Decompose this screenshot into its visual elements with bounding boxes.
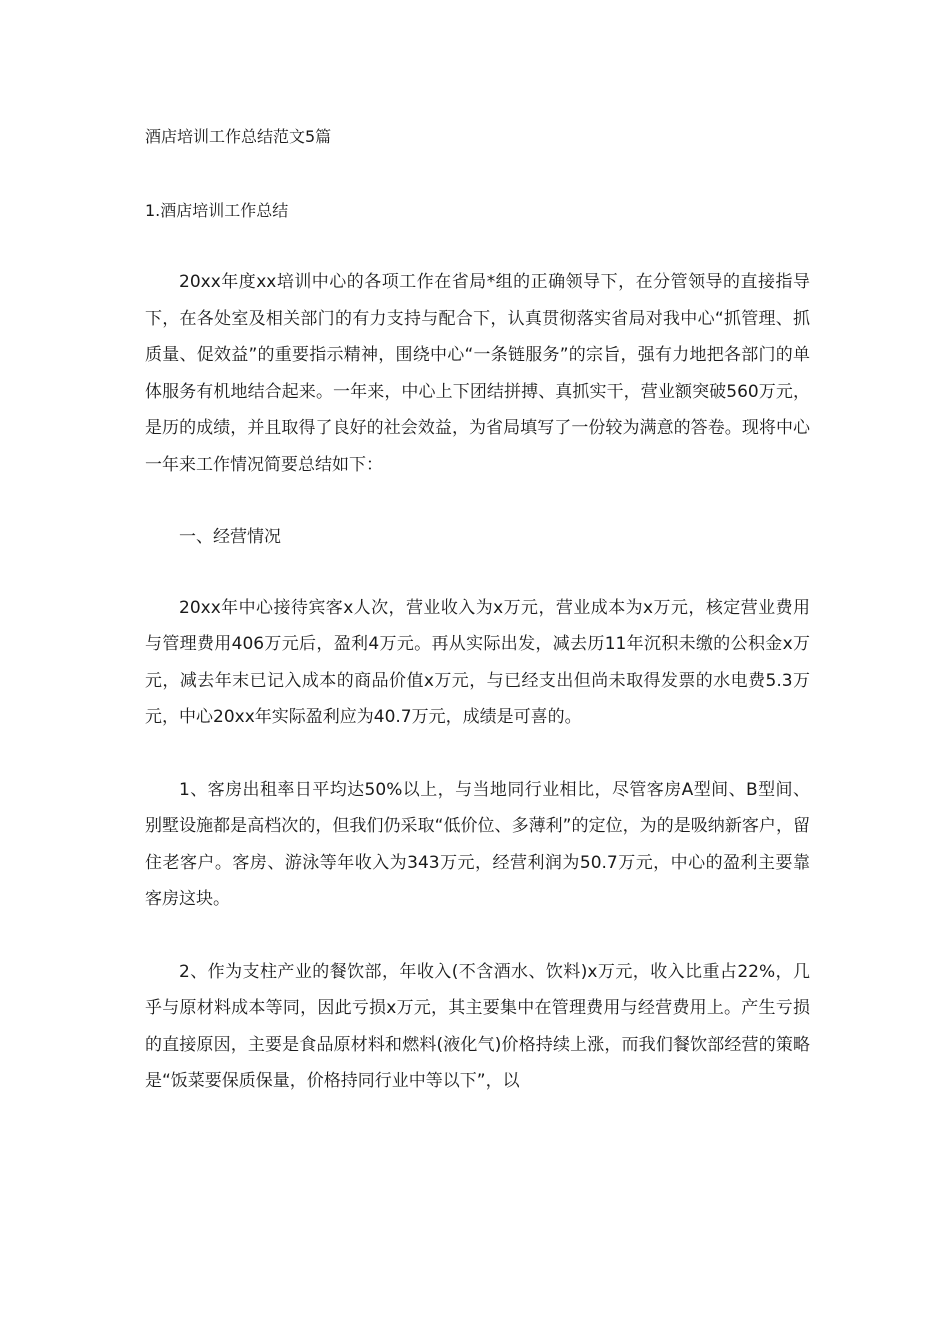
spacer — [145, 483, 810, 519]
rooms-paragraph: 1、客房出租率日平均达50%以上，与当地同行业相比，尽管客房A型间、B型间、别墅设施都是高档次的，但我们仍采取“低价位、多薄利”的定位，为的是吸纳新客户，留住老客户。客房、游泳等年收入为343万元，经营利润为50.7万元，中心的盈利主要靠客房这块。 — [145, 779, 810, 909]
document-title: 酒店培训工作总结范文5篇 — [145, 127, 332, 146]
spacer — [145, 156, 810, 192]
operations-heading: 一、经营情况 — [179, 527, 281, 547]
intro-paragraph: 20xx年度xx培训中心的各项工作在省局*组的正确领导下，在分管领导的直接指导下，在各处室及相关部门的有力支持与配合下，认真贯彻落实省局对我中心“抓管理、抓质量、促效益”的重要指示精神，围绕中心“一条链服务”的宗旨，强有力地把各部门的单体服务有机地结合起来。一年来，中心上下团结拼搏、真抓实干，营业额突破560万元，是历的成绩，并且取得了良好的社会效益，为省局填写了一份较为满意的答卷。现将中心一年来工作情况简要总结如下： — [145, 272, 810, 475]
spacer — [145, 918, 810, 954]
catering-paragraph: 2、作为支柱产业的餐饮部，年收入(不含酒水、饮料)x万元，收入比重占22%，几乎与原材料成本等同，因此亏损x万元，其主要集中在管理费用与经营费用上。产生亏损的直接原因，主要是食品原材料和燃料(液化气)价格持续上涨，而我们餐饮部经营的策略是“饭菜要保质保量，价格持同行业中等以下”，以 — [145, 961, 810, 1091]
document-body — [145, 118, 810, 1100]
section-title: 1.酒店培训工作总结 — [145, 201, 289, 220]
spacer — [145, 230, 810, 264]
spacer — [145, 556, 810, 590]
operations-paragraph: 20xx年中心接待宾客x人次，营业收入为x万元，营业成本为x万元，核定营业费用与管理费用406万元后，盈利4万元。再从实际出发，减去历11年沉积未缴的公积金x万元，减去年末已记入成本的商品价值x万元，与已经支出但尚未取得发票的水电费5.3万元，中心20xx年实际盈利应为40.7万元，成绩是可喜的。 — [145, 597, 810, 727]
spacer — [145, 736, 810, 772]
